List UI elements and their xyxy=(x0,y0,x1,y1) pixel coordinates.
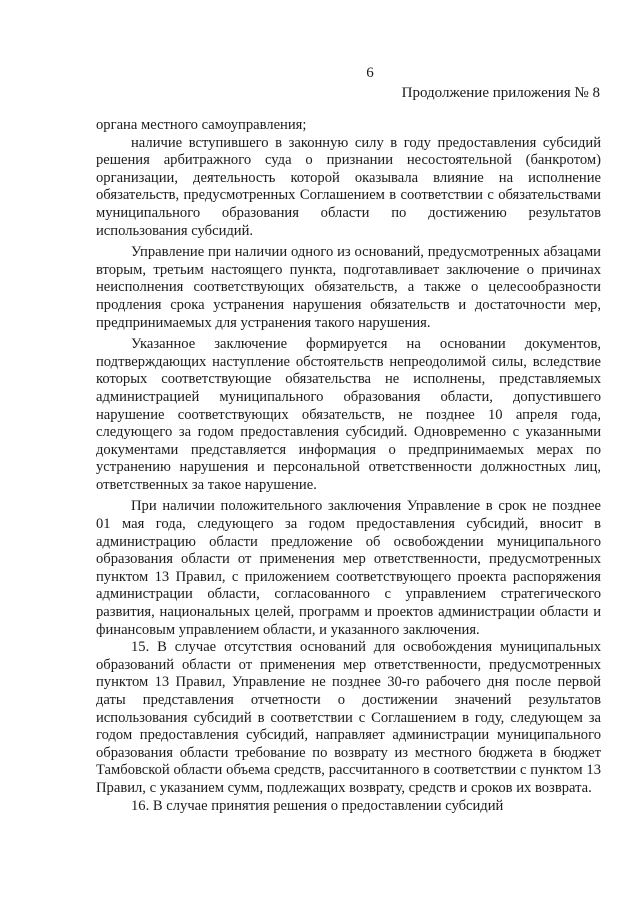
paragraph-item-15: 15. В случае отсутствия оснований для освобождения муниципальных образований области от применения мер ответственности, предусмотренных пунктом 13 Правил, Управление не позднее 30-го рабочего дня после первой даты представления отчетности о достижении значений результатов использования субсидий в соответствии с Соглашением в году, следующем за годом предоставления субсидий, направляет администрации муниципального образования области требование по возврату из местного бюджета в бюджет Тамбовской области объема средств, рассчитанного в соответствии с пунктом 13 Правил, с указанием сумм, подлежащих возврату, средств и сроков их возврата. xyxy=(96,639,601,796)
paragraph-continuation: органа местного самоуправления; xyxy=(96,117,307,133)
document-body xyxy=(96,117,601,815)
paragraph-positive-conclusion: При наличии положительного заключения Управление в срок не позднее 01 мая года, следующего за годом предоставления субсидий, вносит в администрацию области предложение об освобождении муниципального образования области от применения мер ответственности, предусмотренных пунктом 13 Правил, с приложением соответствующего проекта распоряжения администрации области, согласованного с управлением стратегического развития, национальных целей, программ и проектов администрации области и финансовым управлением области, и указанного заключения. xyxy=(96,498,601,638)
appendix-continuation-note: Продолжение приложения № 8 xyxy=(401,85,600,101)
paragraph-bankruptcy-condition: наличие вступившего в законную силу в году предоставления субсидий решения арбитражного суда о признании несостоятельной (банкротом) организации, деятельность которой оказывала влияние на исполнение обязательств, предусмотренных Соглашением в соответствии с обязательствами муниципального образования области по достижению результатов использования субсидий. xyxy=(96,134,601,239)
page-number: 6 xyxy=(366,65,374,81)
paragraph-conclusion-basis: Указанное заключение формируется на основании документов, подтверждающих наступление обстоятельств непреодолимой силы, вследствие которых соответствующие обязательства не исполнены, представляемых администрацией муниципального образования области, допустившего нарушение соответствующих обязательств, не позднее 10 апреля года, следующего за годом предоставления субсидий. Одновременно с указанными документами представляется информация о предпринимаемых мерах по устранению нарушения и персональной ответственности должностных лиц, ответственных за такое нарушение. xyxy=(96,336,601,493)
paragraph-department-conclusion: Управление при наличии одного из оснований, предусмотренных абзацами вторым, третьим настоящего пункта, подготавливает заключение о причинах неисполнения соответствующих обязательств, а также о целесообразности продления срока устранения нарушения обязательств и достаточности мер, предпринимаемых для устранения такого нарушения. xyxy=(96,244,601,331)
paragraph-item-16: 16. В случае принятия решения о предоставлении субсидий xyxy=(131,797,504,814)
